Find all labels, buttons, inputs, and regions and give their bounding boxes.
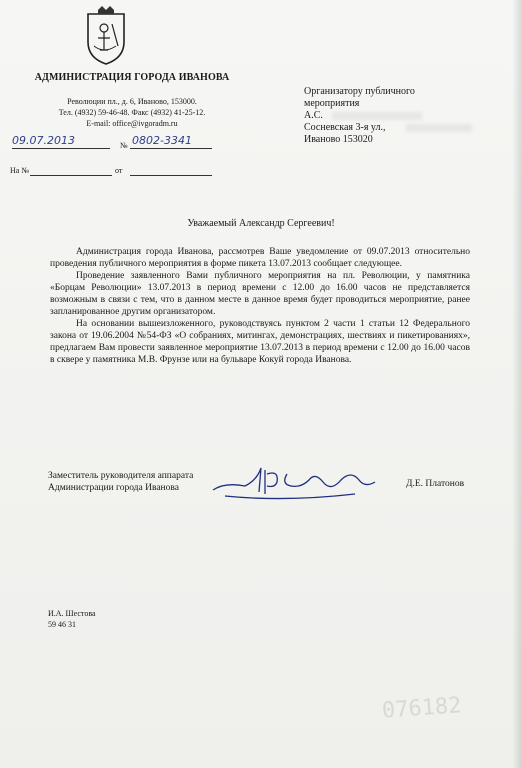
salutation: Уважаемый Александр Сергеевич! [187, 218, 335, 229]
letter-body [50, 246, 470, 366]
executor-name: И.А. Шестова [48, 609, 96, 618]
recipient-line-1: Организатору публичного [304, 86, 415, 97]
ref-date-label: от [115, 166, 123, 175]
signer-name: Д.Е. Платонов [406, 479, 465, 489]
ref-number-line [30, 175, 112, 176]
redacted-address [406, 124, 472, 132]
ref-date-line [130, 175, 212, 176]
signer-title-line-2: Администрации города Иванова [48, 483, 179, 493]
handwritten-number: 0802-3341 [132, 134, 192, 147]
scan-edge-shadow [512, 0, 522, 768]
body-paragraph-2: Проведение заявленного Вами публичного мероприятия на пл. Революции, у памятника «Борцам Революции» 13.07.2013 в период времени с 12.00 до 16.00 часов не представляется возможным в связи с тем, что в данном месте в данное время будет проводиться мероприятие, ранее запланированное другим организатором. [50, 271, 470, 317]
recipient-line-5: Иваново 153020 [304, 134, 373, 145]
org-address: Революции пл., д. 6, Иваново, 153000. [67, 97, 197, 106]
signer-title [48, 470, 193, 494]
redacted-name [332, 112, 422, 120]
handwritten-signature-icon [205, 462, 385, 504]
handwritten-date: 09.07.2013 [12, 134, 75, 147]
signer-title-line-1: Заместитель руководителя аппарата [48, 471, 194, 481]
ref-number-label: На № [10, 166, 29, 175]
org-phone: Тел. (4932) 59-46-48. Факс (4932) 41-25-12. [58, 108, 206, 117]
number-underline [130, 148, 212, 149]
date-underline [12, 148, 110, 149]
document-stamp-number: 076182 [381, 693, 463, 724]
city-emblem-icon [84, 6, 128, 66]
number-label: № [120, 141, 128, 150]
org-name: АДМИНИСТРАЦИЯ ГОРОДА ИВАНОВА [34, 72, 230, 83]
executor-phone: 59 46 31 [48, 620, 76, 629]
recipient-line-4: Сосневская 3-я ул., [304, 122, 386, 133]
recipient-line-2: мероприятия [304, 98, 360, 109]
org-email: E-mail: office@ivgoradm.ru [86, 119, 178, 128]
body-paragraph-1: Администрация города Иванова, рассмотрев Ваше уведомление от 09.07.2013 относительно проведения публичного мероприятия в форме пикета 13.07.2013 сообщает следующее. [50, 247, 470, 269]
executor-info [48, 608, 96, 630]
recipient-line-3: А.С. [304, 110, 323, 121]
body-paragraph-3: На основании вышеизложенного, руководствуясь пунктом 2 части 1 статьи 12 Федерального закона от 19.06.2004 №54-ФЗ «О собраниях, митингах, демонстрациях, шествиях и пикетированиях», предлагаем Вам провести заявленное мероприятие 13.07.2013 в период времени с 12.00 до 16.00 часов в сквере у памятника М.В. Фрунзе или на бульваре Кокуй города Иванова. [50, 319, 470, 365]
